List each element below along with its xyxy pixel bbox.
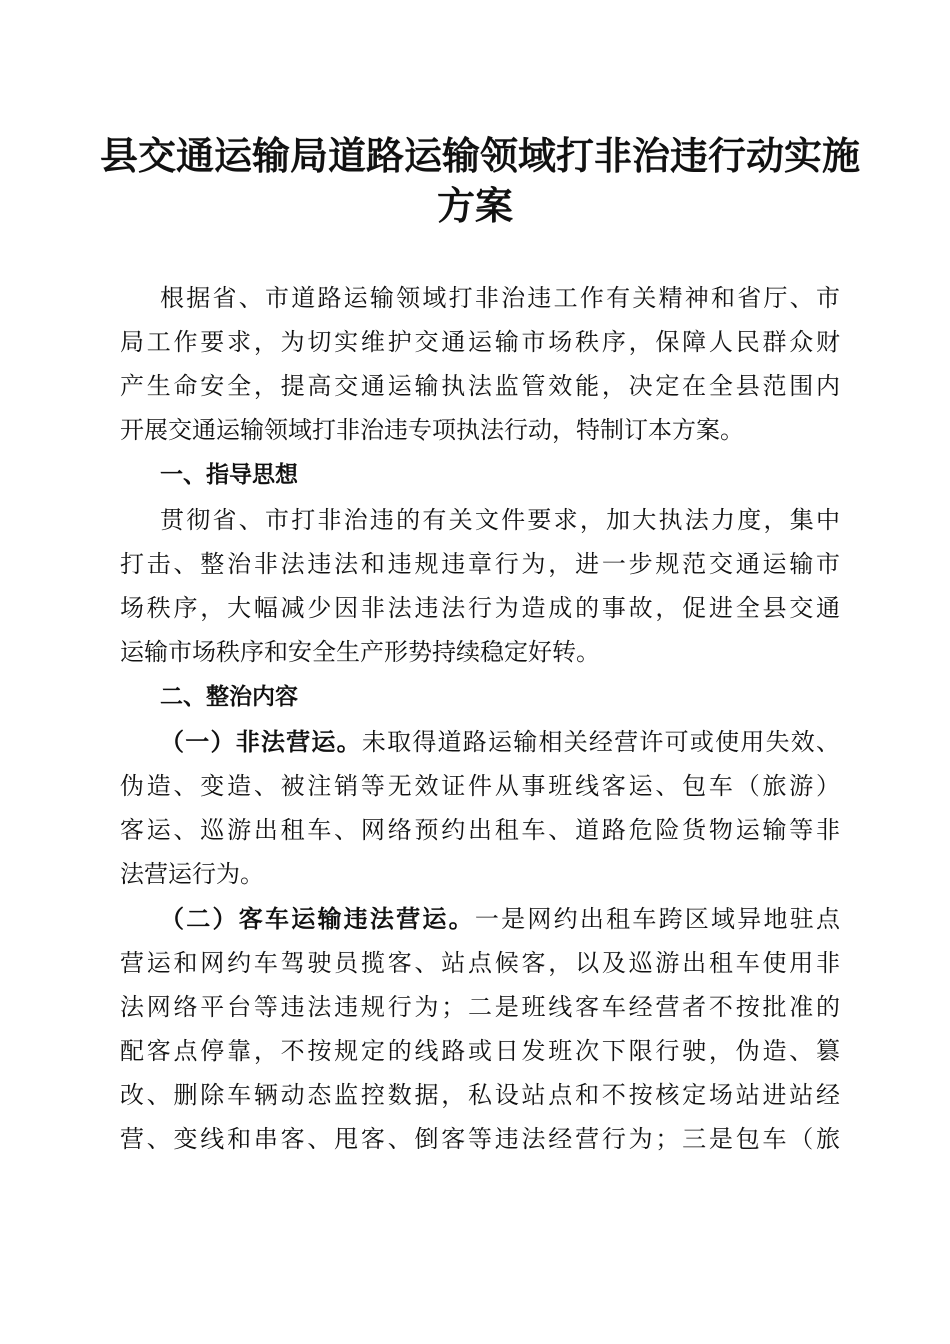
item2-line-1-text: 一是网约出租车跨区域异地驻点	[474, 905, 841, 933]
item1-line-2: 伪造、变造、被注销等无效证件从事班线客运、包车（旅游）	[120, 772, 840, 800]
section1-line-3: 场秩序，大幅减少因非法违法行为造成的事故，促进全县交通	[120, 594, 840, 622]
intro-line-3: 产生命安全，提高交通运输执法监管效能，决定在全县范围内	[120, 372, 840, 400]
document-title-line-2: 方案	[436, 183, 513, 228]
item1-line-1-text: 未取得道路运输相关经营许可或使用失效、	[361, 728, 841, 756]
section1-line-2: 打击、整治非法违法和违规违章行为，进一步规范交通运输市	[120, 550, 840, 578]
section1-line-4: 运输市场秩序和安全生产形势持续稳定好转。	[120, 638, 600, 666]
section-heading-guiding-thought: 一、指导思想	[160, 462, 298, 488]
item2-line-2: 营运和网约车驾驶员揽客、站点候客，以及巡游出租车使用非	[120, 949, 840, 977]
item2-line-5: 改、删除车辆动态监控数据，私设站点和不按核定场站进站经	[120, 1081, 840, 1109]
item1-line-1	[160, 727, 840, 757]
item1-line-4: 法营运行为。	[120, 860, 264, 888]
section1-line-1: 贯彻省、市打非治违的有关文件要求，加大执法力度，集中	[160, 506, 840, 534]
intro-line-2: 局工作要求，为切实维护交通运输市场秩序，保障人民群众财	[120, 328, 840, 356]
item2-line-4: 配客点停靠，不按规定的线路或日发班次下限行驶，伪造、篡	[120, 1037, 840, 1065]
intro-line-1: 根据省、市道路运输领域打非治违工作有关精神和省厅、市	[160, 284, 840, 312]
item2-line-6: 营、变线和串客、甩客、倒客等违法经营行为；三是包车（旅	[120, 1125, 840, 1153]
item2-line-3: 法网络平台等违法违规行为；二是班线客车经营者不按批准的	[120, 993, 840, 1021]
item2-line-1	[160, 904, 840, 934]
item1-lead: （一）非法营运。	[160, 727, 362, 756]
section-heading-rectification-content: 二、整治内容	[160, 684, 298, 710]
item1-line-3: 客运、巡游出租车、网络预约出租车、道路危险货物运输等非	[120, 816, 840, 844]
document-title-line-1: 县交通运输局道路运输领域打非治违行动实施	[100, 133, 861, 178]
item2-lead: （二）客车运输违法营运。	[160, 904, 475, 933]
intro-line-4: 开展交通运输领域打非治违专项执法行动，特制订本方案。	[120, 416, 744, 444]
